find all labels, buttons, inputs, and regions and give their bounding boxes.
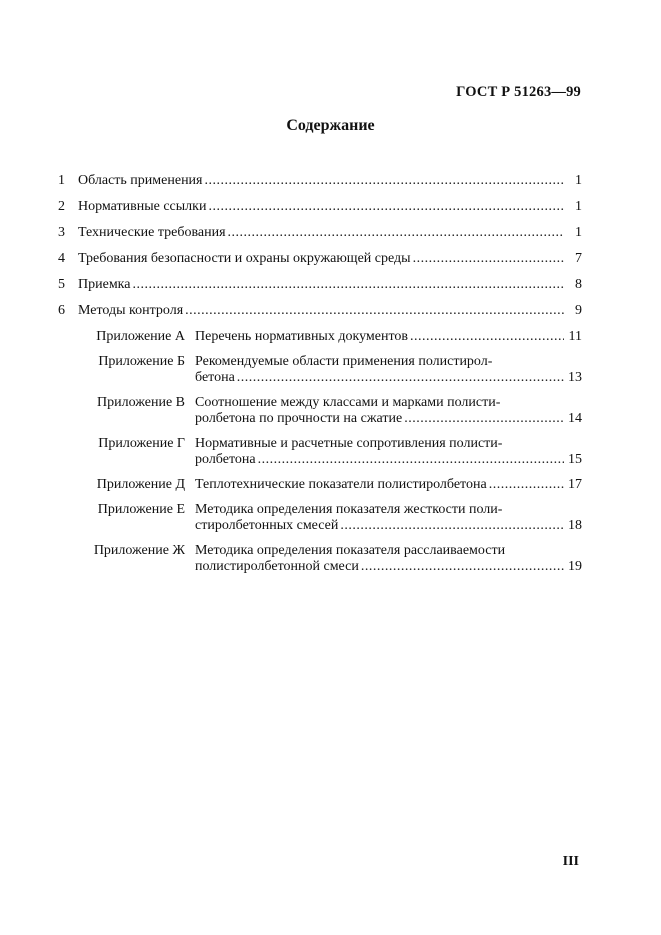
appendix-label: Приложение Д [96, 477, 185, 492]
entry-last-line [195, 370, 582, 386]
entry-title-line: Методика определения показателя жесткости поли- [195, 502, 503, 517]
page-number: 11 [568, 329, 582, 344]
page-number: 18 [568, 518, 582, 533]
table-of-contents [58, 173, 582, 584]
toc-section-entry [58, 225, 582, 241]
entry-title-line: Нормативные и расчетные сопротивления полисти- [195, 436, 503, 451]
toc-appendices [58, 329, 582, 575]
appendix-label: Приложение Е [97, 502, 185, 517]
entry-title-line: Рекомендуемые области применения полистирол- [195, 354, 493, 369]
toc-appendix-entry [58, 395, 582, 427]
entry-last-line [78, 277, 582, 293]
page-number: 19 [568, 559, 582, 574]
page-number: 14 [568, 411, 582, 426]
section-number: 2 [58, 199, 65, 214]
entry-last-line [78, 251, 582, 267]
dot-leader [404, 411, 564, 427]
page-number: 1 [575, 173, 582, 188]
entry-body [78, 225, 582, 241]
appendix-label: Приложение В [97, 395, 185, 410]
page-number: 1 [575, 225, 582, 240]
entry-title-line: Перечень нормативных документов [195, 329, 408, 344]
entry-last-line [195, 518, 582, 534]
entry-body [78, 199, 582, 215]
entry-body [195, 395, 582, 427]
toc-appendix-entry [58, 436, 582, 468]
document-code: ГОСТ Р 51263—99 [456, 84, 581, 100]
page-folio: III [562, 854, 579, 869]
section-number: 5 [58, 277, 65, 292]
appendix-label: Приложение Б [98, 354, 185, 369]
dot-leader [208, 199, 564, 215]
entry-body [195, 502, 582, 534]
entry-title-line: Требования безопасности и охраны окружающей среды [78, 251, 411, 266]
section-number: 3 [58, 225, 65, 240]
appendix-label: Приложение А [96, 329, 185, 344]
appendix-label: Приложение Г [98, 436, 185, 451]
toc-appendix-entry [58, 354, 582, 386]
appendix-label: Приложение Ж [93, 543, 185, 558]
entry-title-line: Область применения [78, 173, 203, 188]
dot-leader [410, 329, 564, 345]
entry-body [78, 173, 582, 189]
entry-last-line [78, 303, 582, 319]
page-number: 7 [575, 251, 582, 266]
entry-title-line: Технические требования [78, 225, 226, 240]
toc-section-entry [58, 173, 582, 189]
entry-last-line [195, 477, 582, 493]
entry-last-line [195, 559, 582, 575]
dot-leader [228, 225, 564, 241]
page-number: 15 [568, 452, 582, 467]
entry-last-line [195, 452, 582, 468]
entry-title-line: Нормативные ссылки [78, 199, 207, 214]
entry-body [78, 277, 582, 293]
entry-title-line: ролбетона по прочности на сжатие [195, 411, 403, 426]
page-number: 17 [568, 477, 582, 492]
dot-leader [205, 173, 565, 189]
entry-last-line [195, 411, 582, 427]
entry-title-line: Теплотехнические показатели полистиролбетона [195, 477, 487, 492]
entry-title-line: Методика определения показателя расслаиваемости [195, 543, 506, 558]
entry-body [78, 251, 582, 267]
dot-leader [132, 277, 564, 293]
entry-last-line [195, 329, 582, 345]
page-number: 13 [568, 370, 582, 385]
page-number: 8 [575, 277, 582, 292]
entry-last-line [78, 225, 582, 241]
entry-last-line [78, 173, 582, 189]
entry-title-line: бетона [195, 370, 235, 385]
entry-title-line: Приемка [78, 277, 131, 292]
entry-body [195, 329, 582, 345]
toc-section-entry [58, 199, 582, 215]
dot-leader [340, 518, 564, 534]
entry-body [195, 354, 582, 386]
entry-body [78, 303, 582, 319]
toc-appendix-entry [58, 477, 582, 493]
toc-section-entry [58, 251, 582, 267]
entry-body [195, 477, 582, 493]
section-number: 1 [58, 173, 65, 188]
entry-title-line: стиролбетонных смесей [195, 518, 339, 533]
page-number: 9 [575, 303, 582, 318]
dot-leader [237, 370, 564, 386]
entry-body [195, 543, 582, 575]
toc-appendix-entry [58, 329, 582, 345]
toc-sections [58, 173, 582, 319]
toc-appendix-entry [58, 502, 582, 534]
dot-leader [489, 477, 564, 493]
page-number: 1 [575, 199, 582, 214]
page-title: Содержание [286, 117, 375, 134]
section-number: 4 [58, 251, 65, 266]
entry-last-line [78, 199, 582, 215]
entry-title-line: ролбетона [195, 452, 256, 467]
entry-title-line: полистиролбетонной смеси [195, 559, 359, 574]
toc-section-entry [58, 277, 582, 293]
toc-appendix-entry [58, 543, 582, 575]
entry-title-line: Соотношение между классами и марками полисти- [195, 395, 501, 410]
toc-section-entry [58, 303, 582, 319]
dot-leader [413, 251, 564, 267]
entry-body [195, 436, 582, 468]
section-number: 6 [58, 303, 65, 318]
dot-leader [361, 559, 564, 575]
dot-leader [258, 452, 564, 468]
dot-leader [185, 303, 564, 319]
entry-title-line: Методы контроля [78, 303, 184, 318]
